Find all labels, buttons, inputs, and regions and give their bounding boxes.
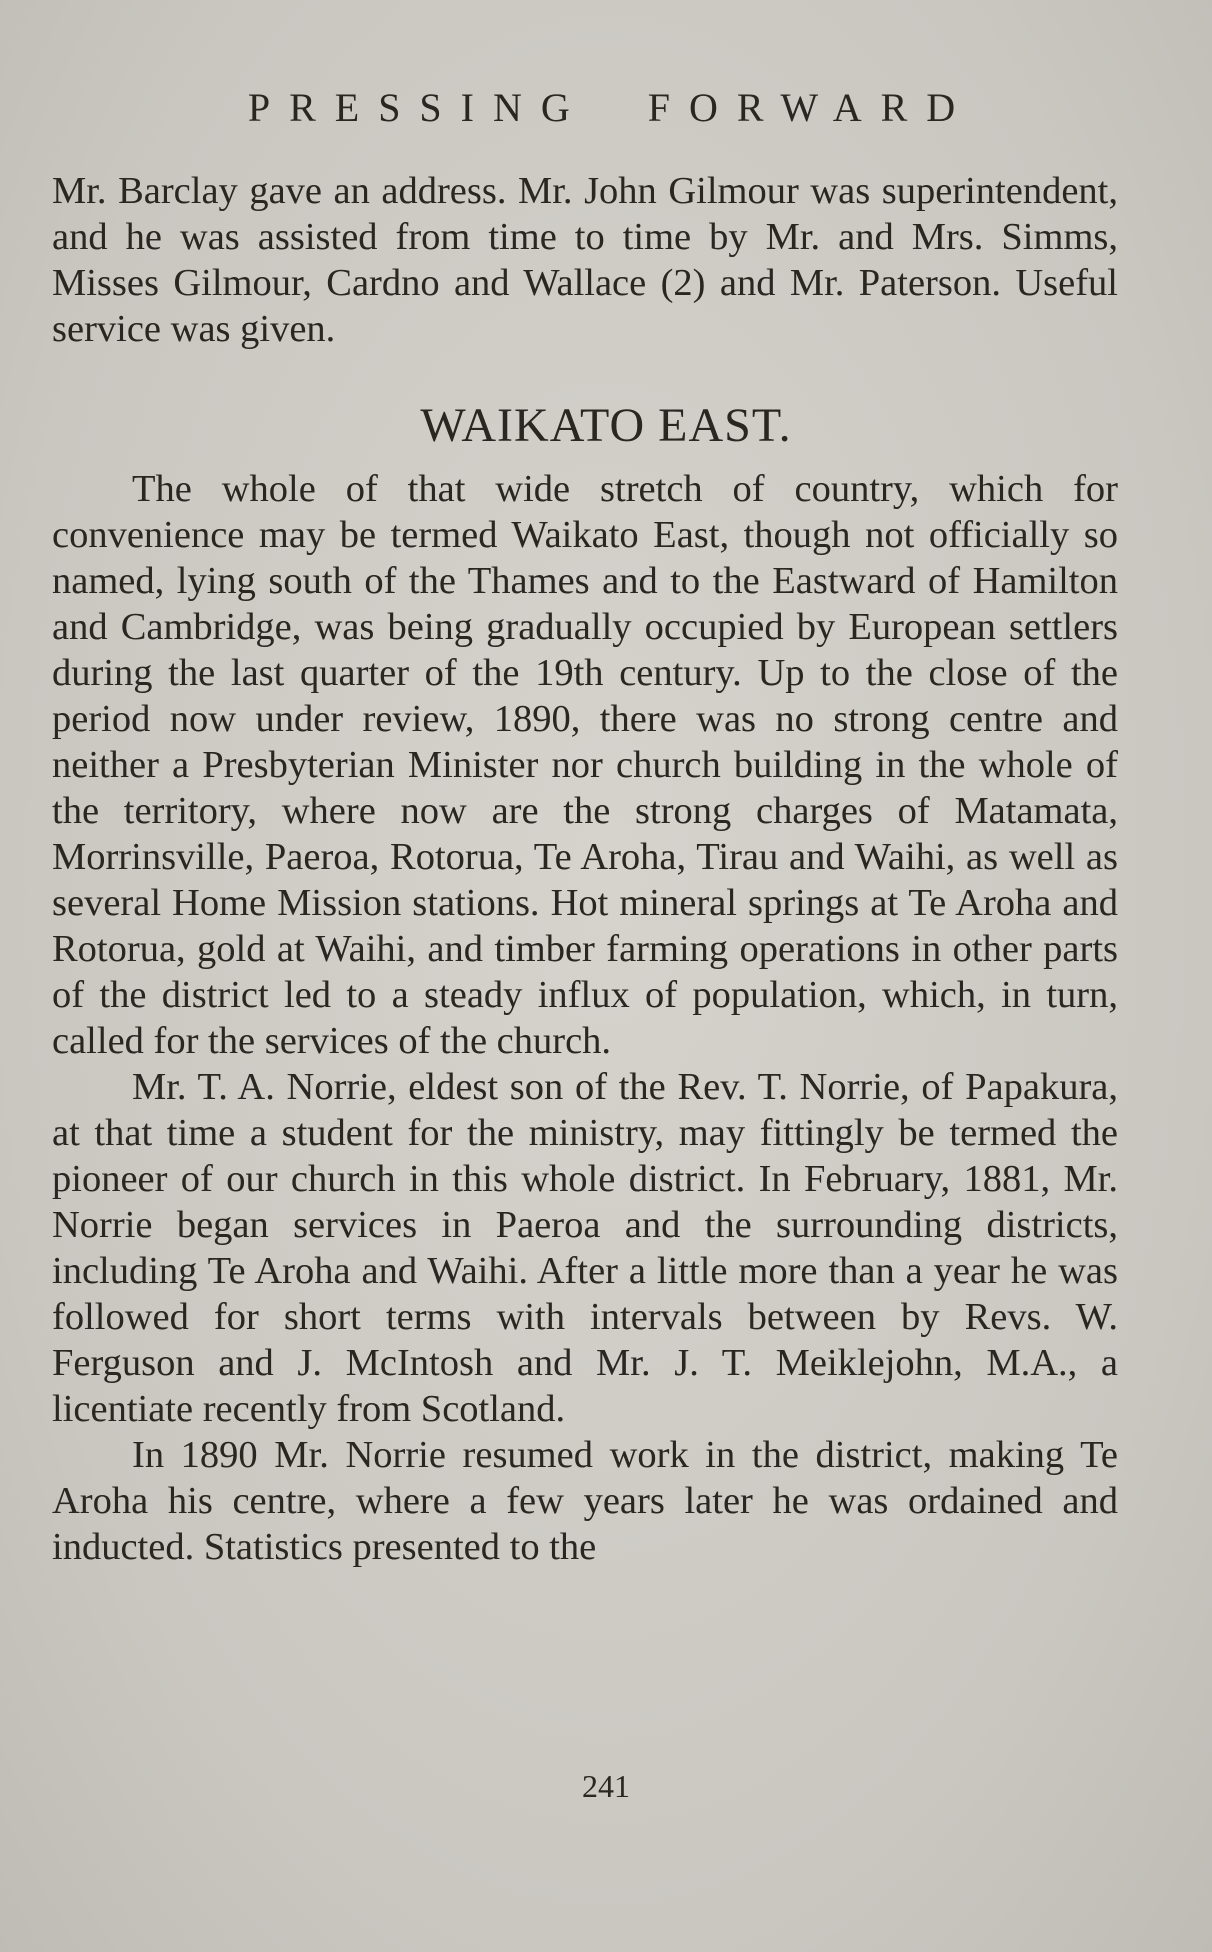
page-number: 241 xyxy=(582,1768,630,1804)
body-paragraph-1: The whole of that wide stretch of country, which for convenience may be termed Waikato East, though not officially so named, lying south of the Thames and to the Eastward of Hamilton and Cambridge, was being gradually occupied by European settlers during the last quarter of the 19th century. Up to the close of the period now under review, 1890, there was no strong centre and neither a Presbyterian Minister nor church building in the whole of the territory, where now are the strong charges of Matamata, Morrinsville, Paeroa, Rotorua, Te Aroha, Tirau and Waihi, as well as several Home Mission stations. Hot mineral springs at Te Aroha and Rotorua, gold at Waihi, and timber farming operations in other parts of the district led to a steady influx of population, which, in turn, called for the services of the church. xyxy=(52,468,1118,1062)
section-body xyxy=(52,466,1118,1570)
body-paragraph-3: In 1890 Mr. Norrie resumed work in the district, making Te Aroha his centre, where a few years later he was ordained and inducted. Statistics presented to the xyxy=(52,1434,1118,1568)
running-head: PRESSING FORWARD xyxy=(247,85,975,130)
continuation-text xyxy=(52,168,1118,352)
body-paragraph-2: Mr. T. A. Norrie, eldest son of the Rev. T. Norrie, of Papakura, at that time a student for the ministry, may fittingly be termed the pioneer of our church in this whole district. In February, 1881, Mr. Norrie began services in Paeroa and the surrounding districts, including Te Aroha and Waihi. After a little more than a year he was followed for short terms with intervals between by Revs. W. Ferguson and J. McIntosh and Mr. J. T. Meiklejohn, M.A., a licentiate recently from Scotland. xyxy=(52,1066,1118,1430)
section-heading: WAIKATO EAST. xyxy=(420,399,792,452)
continuation-paragraph: Mr. Barclay gave an address. Mr. John Gilmour was superintendent, and he was assisted from time to time by Mr. and Mrs. Simms, Misses Gilmour, Cardno and Wallace (2) and Mr. Paterson. Useful service was given. xyxy=(52,170,1118,350)
